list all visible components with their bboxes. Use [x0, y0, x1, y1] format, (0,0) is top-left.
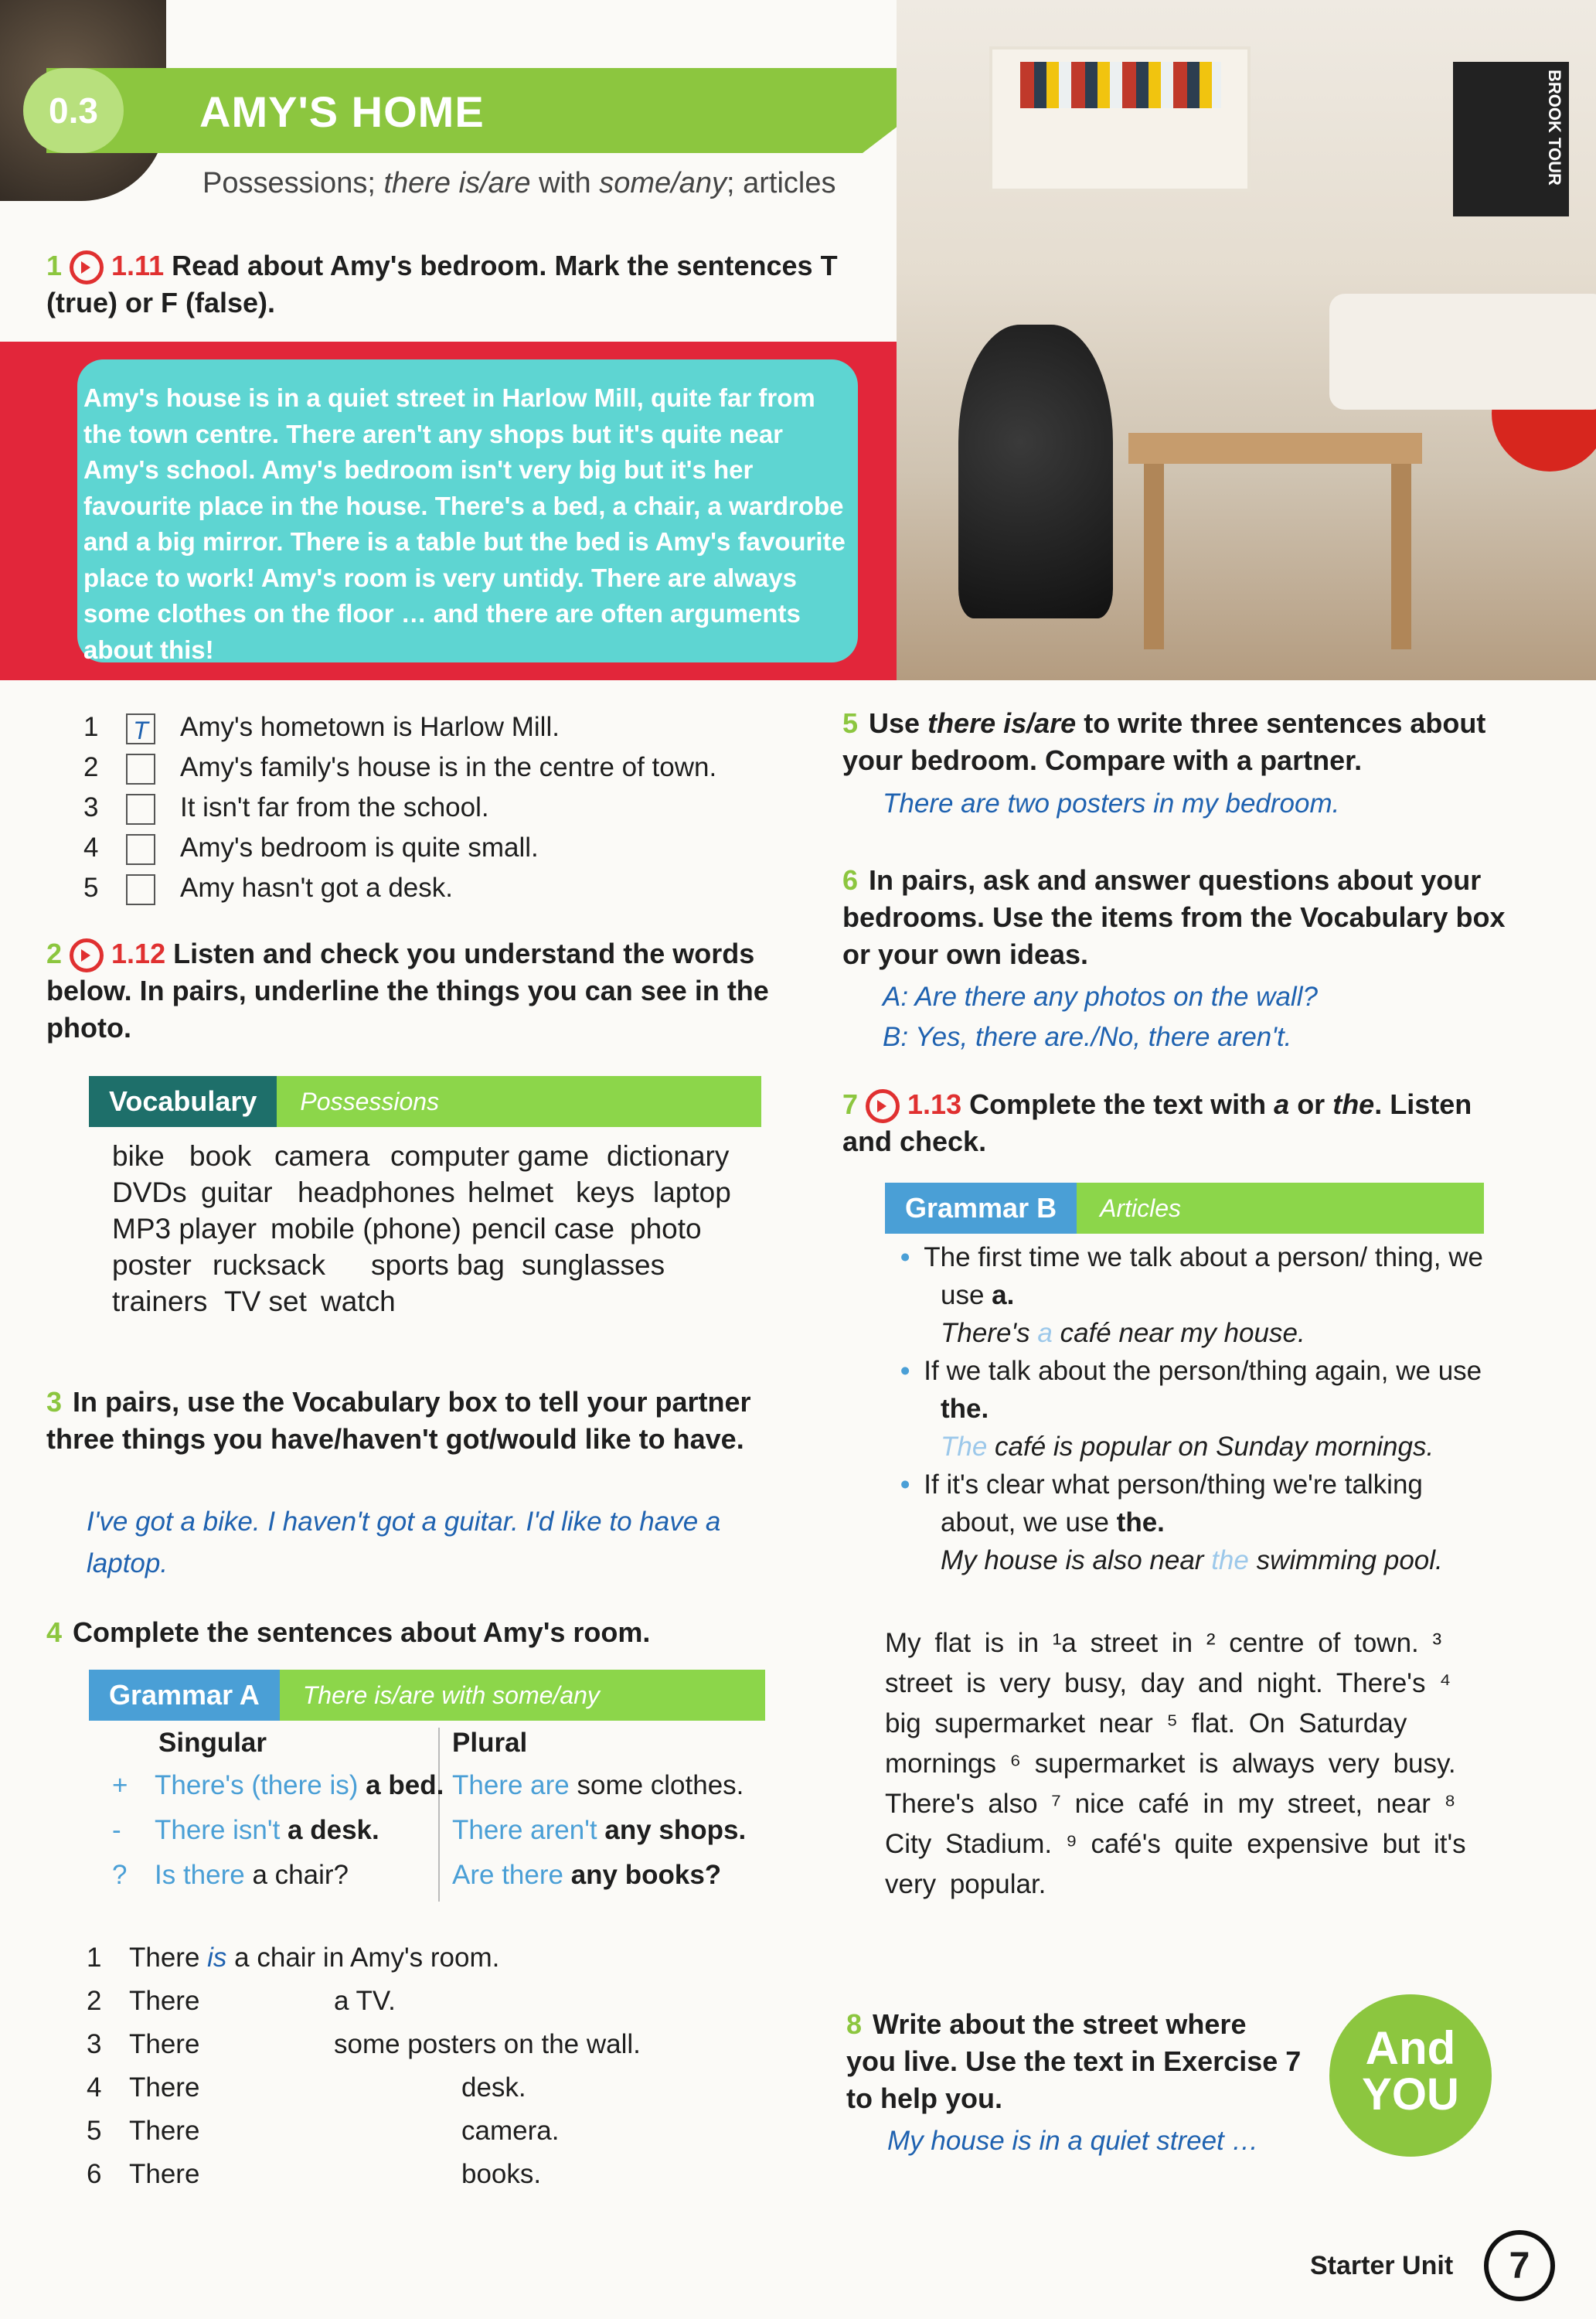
desk	[1128, 433, 1422, 464]
rule-example: There's a café near my house.	[941, 1318, 1305, 1348]
vocab-word[interactable]: trainers	[112, 1285, 208, 1317]
poster-text: BROOK TOUR	[1545, 70, 1564, 186]
rule-item: • If we talk about the person/thing again, we use the.	[900, 1356, 1482, 1424]
audio-icon[interactable]	[866, 1089, 900, 1123]
list-item: 4 Amy's bedroom is quite small.	[83, 828, 841, 868]
ex6-number: 6	[842, 864, 859, 896]
grammar-b-header	[885, 1183, 1484, 1234]
vocab-word[interactable]: watch	[321, 1285, 396, 1317]
ex1-track: 1.11	[111, 250, 165, 281]
ex8-example: My house is in a quiet street …	[887, 2126, 1259, 2156]
ex2-number: 2	[46, 938, 63, 969]
table-row: + There's (there is) a bed. There are some clothes.	[112, 1770, 744, 1800]
ex1-items	[83, 707, 841, 908]
title-bar	[46, 68, 974, 153]
ex4-instruction: 4 Complete the sentences about Amy's room.	[46, 1616, 651, 1648]
ex5-number: 5	[842, 707, 859, 739]
audio-icon[interactable]	[70, 938, 104, 972]
vocab-word[interactable]: keys	[576, 1177, 635, 1208]
vocab-word[interactable]: TV set	[224, 1285, 307, 1317]
ex3-number: 3	[46, 1386, 63, 1418]
vocab-word[interactable]: sunglasses	[522, 1249, 665, 1281]
list-item: 2 Amy's family's house is in the centre of town.	[83, 747, 841, 788]
list-item: 5 Amy hasn't got a desk.	[83, 868, 841, 908]
grammar-b-label: Grammar B	[885, 1183, 1077, 1234]
badge-and: And	[1365, 2022, 1456, 2074]
ex7-instruction: 7 1.13 Complete the text with a or the. Listen and check.	[842, 1088, 1472, 1158]
badge-you: YOU	[1362, 2069, 1459, 2120]
vocab-word[interactable]: mobile (phone)	[271, 1213, 461, 1245]
lesson-subtitle: Possessions; there is/are with some/any; articles	[202, 167, 836, 199]
ex8-instruction: 8 Write about the street where you live. Use the text in Exercise 7 to help you.	[846, 2008, 1302, 2114]
page-number-badge	[1484, 2230, 1555, 2301]
rule-item: • If it's clear what person/thing we're talking about, we use the.	[900, 1469, 1423, 1537]
list-item: 3 It isn't far from the school.	[83, 788, 841, 828]
list-item: 6 There books.	[87, 2159, 542, 2189]
ex5-example: There are two posters in my bedroom.	[883, 788, 1340, 819]
list-item: 1 T Amy's hometown is Harlow Mill.	[83, 712, 560, 744]
vocab-word[interactable]: bike	[112, 1140, 165, 1172]
answer-box[interactable]	[126, 754, 155, 785]
grammar-b-rules	[900, 1238, 1488, 1579]
answer-box[interactable]: T	[126, 713, 155, 744]
ex4-number: 4	[46, 1616, 63, 1648]
vocab-word[interactable]: sports bag	[371, 1249, 505, 1281]
ex8-number: 8	[846, 2008, 863, 2040]
vocab-word[interactable]: helmet	[468, 1177, 554, 1208]
vocab-word[interactable]: dictionary	[607, 1140, 730, 1172]
ex7-gap-text: My flat is in ¹a street in ² centre of town. ³ street is very busy, day and night. There's ⁴ big supermarket near ⁵ flat. On Saturday mornings ⁶ supermarket is always very busy. There's also ⁷ nice café in my street, near ⁸ City Stadium. ⁹ café's quite expensive but it's very popular.	[885, 1628, 1466, 1899]
vocab-word[interactable]: photo	[630, 1213, 702, 1245]
list-item: 3 There some posters on the wall.	[87, 2029, 641, 2059]
bedroom-photo	[897, 0, 1596, 680]
desk-leg	[1144, 464, 1164, 649]
column-header-singular: Singular	[158, 1728, 267, 1758]
rule-item: • The first time we talk about a person/ thing, we use a.	[900, 1242, 1483, 1310]
vocabulary-box-header	[89, 1076, 761, 1127]
answer-box[interactable]	[126, 794, 155, 825]
ex6-instruction: 6 In pairs, ask and answer questions about your bedrooms. Use the items from the Vocabulary box or your own ideas.	[842, 864, 1506, 970]
ex1-instruction: 1 1.11 Read about Amy's bedroom. Mark the sentences T (true) or F (false).	[46, 250, 838, 319]
vocab-word[interactable]: camera	[274, 1140, 370, 1172]
vocab-word[interactable]: rucksack	[213, 1249, 325, 1281]
list-item: 2 There a TV.	[87, 1986, 396, 2016]
dialogue-b: B: Yes, there are./No, there aren't.	[883, 1022, 1292, 1052]
list-item: 4 There desk.	[87, 2072, 526, 2103]
ex5-instruction: 5 Use there is/are to write three sentences about your bedroom. Compare with a partner.	[842, 707, 1486, 776]
vocab-word[interactable]: DVDs	[112, 1177, 187, 1208]
vocab-word[interactable]: pencil case	[471, 1213, 615, 1245]
ex2-instruction: 2 1.12 Listen and check you understand the words below. In pairs, underline the things you can see in the photo.	[46, 938, 769, 1044]
table-row: ? Is there a chair? Are there any books?	[112, 1860, 722, 1890]
vocabulary-label: Vocabulary	[89, 1076, 277, 1127]
ex4-items	[87, 1936, 782, 2196]
rule-example: The café is popular on Sunday mornings.	[941, 1432, 1434, 1462]
vocab-word[interactable]: laptop	[653, 1177, 731, 1208]
rule-example: My house is also near the swimming pool.	[941, 1545, 1443, 1575]
ex7-number: 7	[842, 1088, 859, 1120]
clothes-pile	[958, 325, 1113, 618]
dialogue-a: A: Are there any photos on the wall?	[883, 982, 1318, 1012]
grammar-a-header	[89, 1670, 765, 1721]
vocabulary-words	[112, 1140, 769, 1326]
reading-text: Amy's house is in a quiet street in Harlow Mill, quite far from the town centre. There aren't any shops but it's quite near Amy's school. Amy's bedroom isn't very big but it's her favourite place in the house. There's a bed, a chair, a wardrobe and a big mirror. There is a table but the bed is Amy's favourite place to work! Amy's room is very untidy. There are always some clothes on the floor … and there are often arguments about this!	[83, 383, 846, 664]
ex3-example: I've got a bike. I haven't got a guitar. I'd like to have a laptop.	[87, 1507, 721, 1578]
list-item: 5 There camera.	[87, 2116, 560, 2146]
vocab-word[interactable]: book	[189, 1140, 252, 1172]
list-item: 1 There is a chair in Amy's room.	[87, 1943, 500, 1973]
page-number: 7	[1509, 2245, 1530, 2287]
vocab-word[interactable]: poster	[112, 1249, 192, 1281]
footer-unit: Starter Unit	[1310, 2251, 1454, 2280]
vocab-word[interactable]: headphones	[298, 1177, 455, 1208]
audio-icon[interactable]	[70, 250, 104, 284]
grammar-b-topic: Articles	[1077, 1183, 1484, 1234]
band-poster	[1453, 62, 1569, 216]
column-header-plural: Plural	[452, 1728, 528, 1758]
desk-leg	[1391, 464, 1411, 649]
page-title: AMY'S HOME	[199, 87, 485, 136]
shelf-books	[1020, 62, 1221, 108]
vocab-word[interactable]: guitar	[201, 1177, 273, 1208]
and-you-badge	[1329, 1994, 1492, 2157]
vocab-word[interactable]: computer game	[390, 1140, 590, 1172]
vocabulary-topic: Possessions	[277, 1076, 761, 1127]
answer-box[interactable]	[126, 874, 155, 905]
ex1-number: 1	[46, 250, 63, 281]
bed	[1329, 294, 1596, 410]
lesson-number: 0.3	[49, 90, 98, 131]
lesson-badge	[23, 68, 124, 153]
ex3-instruction: 3 In pairs, use the Vocabulary box to tell your partner three things you have/haven't got/would like to have.	[46, 1386, 751, 1455]
answer-box[interactable]	[126, 834, 155, 865]
grammar-a-topic: There is/are with some/any	[280, 1670, 765, 1721]
table-row: - There isn't a desk. There aren't any shops.	[112, 1815, 747, 1845]
grammar-a-label: Grammar A	[89, 1670, 280, 1721]
vocab-word[interactable]: MP3 player	[112, 1213, 257, 1245]
